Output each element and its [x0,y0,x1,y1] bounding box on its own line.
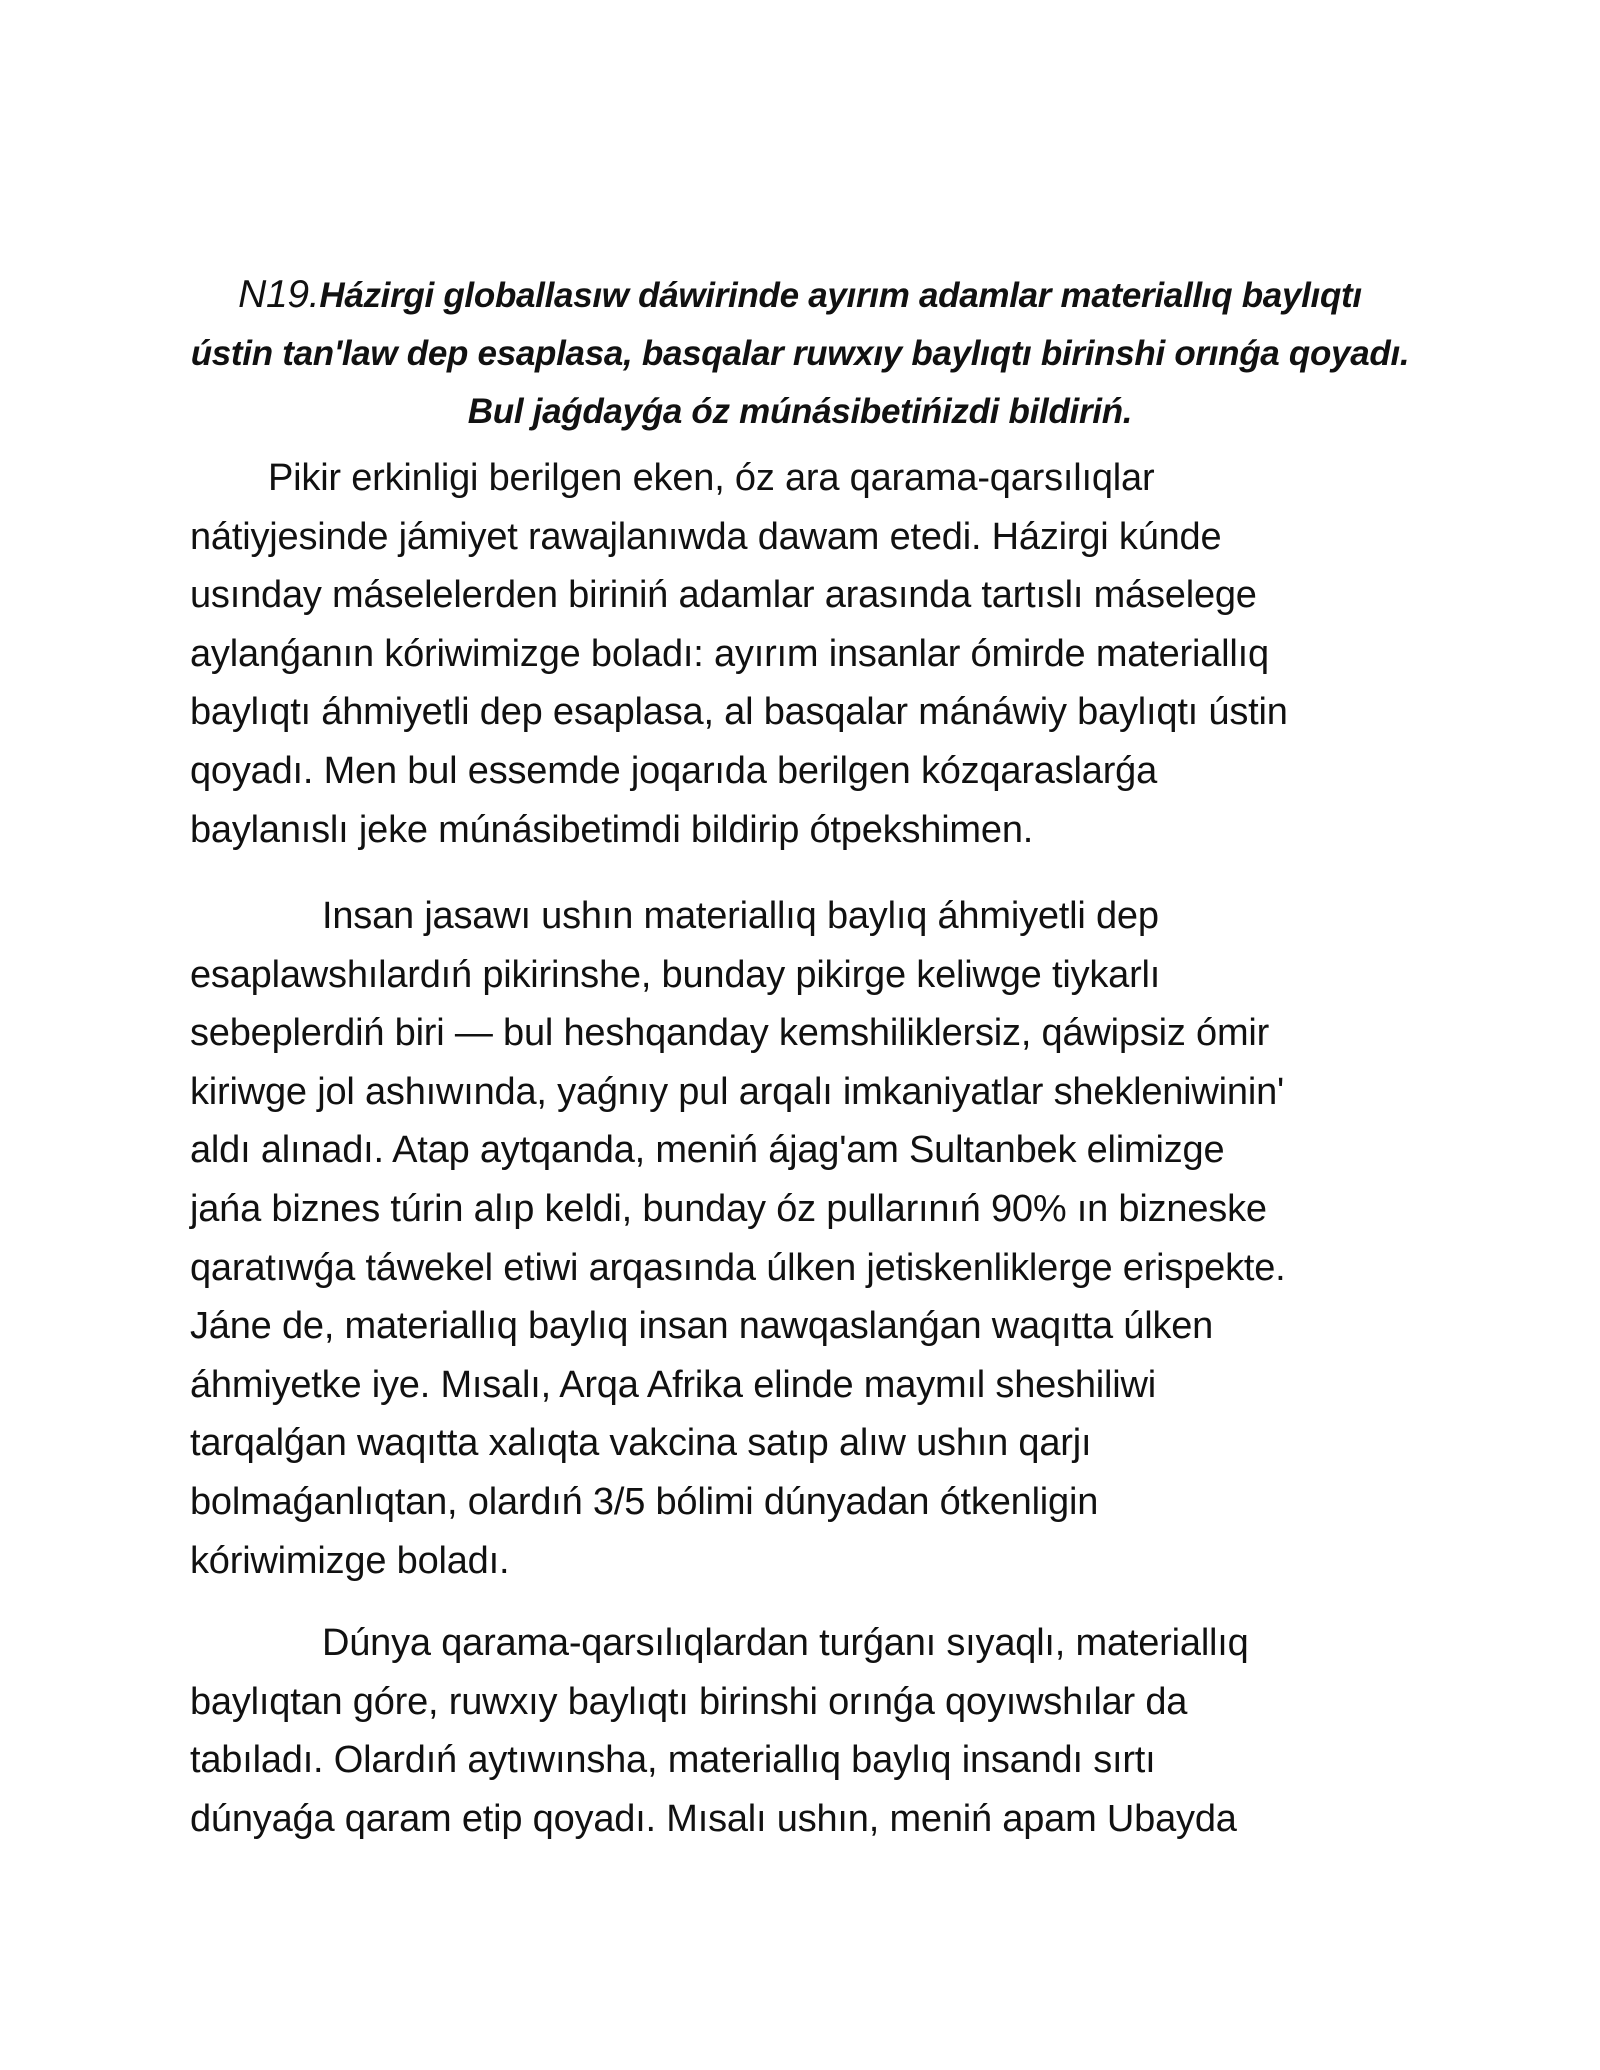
text-line: tabıladı. Olardıń aytıwınsha, materiallıq baylıq insandı sırtı [190,1739,1156,1782]
text-line: baylıqtı áhmiyetli dep esaplasa, al basqalar mánáwiy baylıqtı ústin [190,691,1288,734]
text-line: Jáne de, materiallıq baylıq insan nawqaslanǵan waqıtta úlken [190,1305,1214,1348]
text-line: aylanǵanın kóriwimizge boladı: ayırım insanlar ómirde materiallıq [190,632,1269,675]
heading-text: Házirgi globallasıw dáwirinde ayırım adamlar materiallıq baylıqtı [319,276,1362,315]
text-line: áhmiyetke iye. Mısalı, Arqa Afrika elinde maymıl sheshiliwi [190,1363,1157,1406]
text-line: qoyadı. Men bul essemde joqarıda berilgen kózqaraslarǵa [190,749,1158,792]
task-number: N19. [238,273,320,316]
text-line: baylanıslı jeke múnásibetimdi bildirip ótpekshimen. [190,808,1034,851]
text-line: usınday máselelerden biriniń adamlar arasında tartıslı máselege [190,574,1257,617]
text-line: bolmaǵanlıqtan, olardıń 3/5 bólimi dúnyadan ótkenligin [190,1480,1099,1523]
text-line: Dúnya qarama-qarsılıqlardan turǵanı sıyaqlı, materiallıq [322,1622,1249,1664]
text-line: tarqalǵan waqıtta xalıqta vakcina satıp alıw ushın qarjı [190,1422,1092,1465]
essay-heading [180,266,1420,441]
text-line: Insan jasawı ushın materiallıq baylıq áhmiyetli dep [322,895,1159,937]
text-line: kóriwimizge boladı. [190,1539,510,1582]
text-line: qaratıwǵa táwekel etiwi arqasında úlken jetiskenliklerge erispekte. [190,1246,1286,1289]
paragraph-spiritual-wealth [190,1614,1450,1848]
paragraph-material-wealth [190,887,1450,1590]
text-line: kiriwge jol ashıwında, yaǵnıy pul arqalı imkaniyatlar shekleniwinin' [190,1070,1285,1113]
paragraph-introduction [190,449,1450,859]
text-line: nátiyjesinde jámiyet rawajlanıwda dawam etedi. Házirgi kúnde [190,515,1222,558]
text-line: baylıqtan góre, ruwxıy baylıqtı birinshi orınǵa qoyıwshılar da [190,1680,1188,1723]
heading-line: Bul jaǵdayǵa óz múnásibetińizdi bildiriń. [467,392,1133,431]
text-line: esaplawshılardıń pikirinshe, bunday pikirge keliwge tiykarlı [190,953,1161,996]
text-line: jańa biznes túrin alıp keldi, bunday óz pullarınıń 90% ın bizneske [190,1187,1267,1230]
text-line: dúnyaǵa qaram etip qoyadı. Mısalı ushın, meniń apam Ubayda [190,1797,1237,1840]
text-line: sebeplerdiń biri — bul heshqanday kemshiliklersiz, qáwipsiz ómir [190,1012,1270,1055]
heading-line: ústin tan'law dep esaplasa, basqalar ruwxıy baylıqtı birinshi orınǵa qoyadı. [190,334,1410,373]
heading-line [180,266,1420,325]
text-line: aldı alınadı. Atap aytqanda, meniń ájag'am Sultanbek elimizge [190,1129,1225,1172]
text-line: Pikir erkinligi berilgen eken, óz ara qarama-qarsılıqlar [268,457,1155,499]
